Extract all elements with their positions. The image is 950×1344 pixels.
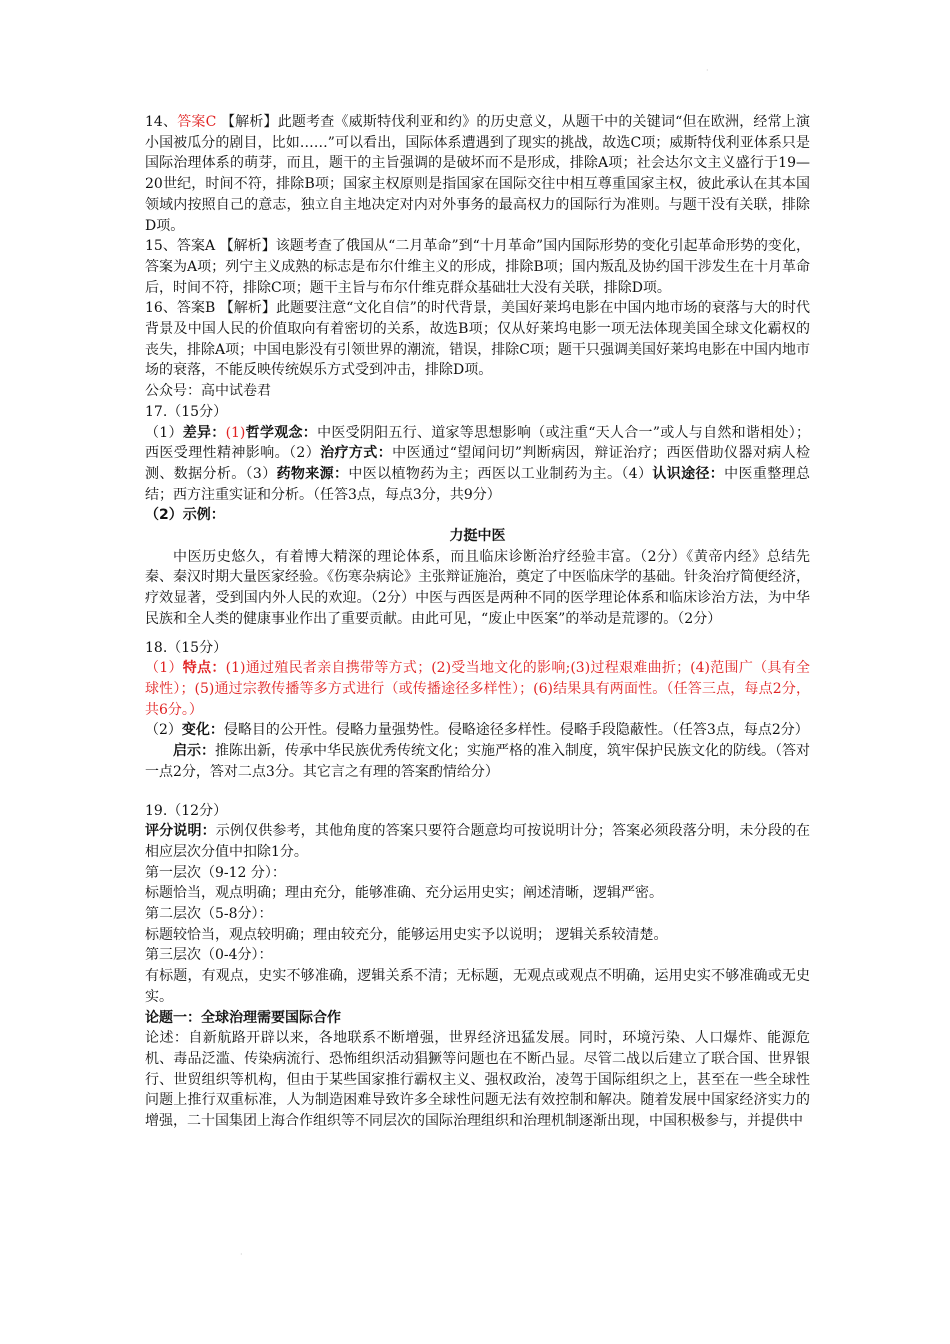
q18-part1-number: （1） (145, 660, 183, 677)
q19-level2: 第二层次（5-8分）： (145, 906, 273, 923)
q17-philosophy-label: 哲学观念： (245, 424, 318, 441)
q17-point1-number: (1) (225, 424, 246, 441)
q19-topic: 论题一：全球治理需要国际合作 (145, 1009, 341, 1026)
q19-level3: 第三层次（0-4分）： (145, 947, 273, 964)
q17-cognition-text: 中医重整理总结；西方注重实证和分析。（任答3点，每点3分，共9分） (145, 465, 810, 503)
q18-inspiration-text: 推陈出新，传承中华民族优秀传统文化；实施严格的准入制度，筑牢保护民族文化的防线。（答对一点2分，答对二点3分。其它言之有理的答案酌情给分） (145, 743, 810, 780)
q18-part2 (145, 720, 810, 741)
q14-explanation: 【解析】此题考查《威斯特伐利亚和约》的历史意义，从题干中的关键词“但在欧洲，经常上演小国被瓜分的剧目，比如……”可以看出，国际体系遭遇到了现实的挑战，故选C项；威斯特伐利亚体系只是国际治理体系的萌芽，而且，题干的主旨强调的是破坏而不是形成，排除A项；社会达尔文主义盛行于19—20世纪，时间不符，排除B项；国家主权原则是指国家在国际交往中相互尊重国家主权，彼此承认在其本国领域内按照自己的意志，独立自主地决定对内对外事务的最高权力的国际行为准则。与题干没有关联，排除D项。 (145, 114, 810, 234)
q19-header: 19.（12分） (145, 802, 228, 819)
q17-header: 17.（15分） (145, 403, 228, 420)
q18-change-label: 变化： (181, 722, 224, 739)
q17-cognition-label: 认识途径： (652, 465, 725, 482)
q19-note (145, 821, 810, 862)
q19-argument: 论述：自新航路开辟以来，各地联系不断增强，世界经济迅猛发展。同时，环境污染、人口爆炸、能源危机、毒品泛滥、传染病流行、恐怖组织活动猖獗等问题也在不断凸显。尽管二战以后建立了联合国、世界银行、世贸组织等机构，但由于某些国家推行霸权主义、强权政治，凌驾于国际组织之上，甚至在一些全球性问题上推行双重标准，人为制造困难导致许多全球性问题无法有效控制和解决。随着发展中国家经济实力的增强，二十国集团上海合作组织等不同层次的国际治理组织和治理机制逐渐出现，中国积极参与，并提供中 (145, 1030, 810, 1130)
q18-feature-label: 特点： (182, 660, 226, 677)
q14-paragraph (145, 112, 810, 236)
q17-part1 (145, 423, 810, 506)
q19-note-text: 示例仅供参考，其他角度的答案只要符合题意均可按说明计分；答案必须段落分明，未分段的在相应层次分值中扣除1分。 (145, 823, 811, 860)
essay-body: 中医历史悠久，有着博大精深的理论体系，而且临床诊断治疗经验丰富。（2分）《黄帝内经》总结先秦、秦汉时期大量医家经验。《伤寒杂病论》主张辩证施治，奠定了中医临床学的基础。针灸治疗简便经济，疗效显著，受到国内外人民的欢迎。（2分）中医与西医是两种不同的医学理论体系和临床诊治方法，为中华民族和全人类的健康事业作出了重要贡献。由此可见，“废止中医案”的举动是荒谬的。（2分） (145, 548, 810, 627)
page-mark-bottom: · (240, 1250, 243, 1259)
q14-number: 14、 (145, 114, 178, 130)
q18-part2-number: （2） (145, 722, 182, 739)
answer-document (145, 112, 810, 1132)
q17-drug-text: 中医以植物药为主；西医以工业制药为主。（4） (348, 465, 653, 482)
spacer (145, 783, 810, 801)
q17-drug-label: 药物来源： (276, 465, 349, 482)
q17-treatment-text: 中医通过“望闻问切”判断病因，辩证治疗；西医借助仪器对病人检测、数据分析。（3） (145, 445, 810, 482)
q19-level1: 第一层次（9-12 分）： (145, 864, 286, 881)
q17-treatment-label: 治疗方式： (320, 445, 393, 462)
q17-diff-label: 差异： (182, 424, 226, 441)
q19-level2-desc: 标题较恰当，观点较明确；理由较充分，能够运用史实予以说明； 逻辑关系较清楚。 (145, 926, 668, 943)
essay-title: 力挺中医 (449, 528, 506, 545)
page-mark-top: · (706, 66, 709, 75)
q19-note-label: 评分说明： (145, 823, 216, 840)
q18-part3 (145, 741, 810, 782)
q19-level1-desc: 标题恰当，观点明确；理由充分，能够准确、充分运用史实；阐述清晰，逻辑严密。 (145, 885, 663, 902)
q18-feature-text: (1)通过殖民者亲自携带等方式；(2)受当地文化的影响;(3)过程艰难曲折；(4)范围广（具有全球性）；(5)通过宗教传播等多方式进行（或传播途径多样性）；(6)结果具有两面性。（任答三点，每点2分，共6分。） (145, 660, 810, 718)
q17-philosophy-text: 中医受阴阳五行、道家等思想影响（或注重“天人合一”或人与自然和谐相处）；西医受理性精神影响。（2） (145, 424, 810, 462)
q19-level3-desc: 有标题，有观点，史实不够准确，逻辑关系不清；无标题，无观点或观点不明确，运用史实不够准确或无史实。 (145, 968, 810, 1005)
q17-part1-number: （1） (145, 424, 183, 441)
q18-inspiration-label: 启示： (173, 743, 215, 760)
q17-part2: （2）示例： (145, 507, 225, 524)
q18-part1 (145, 658, 810, 720)
q18-change-text: 侵略目的公开性。侵略力量强势性。侵略途径多样性。侵略手段隐蔽性。（任答3点，每点2分） (223, 722, 809, 739)
spacer (145, 630, 810, 638)
q18-header: 18.（15分） (145, 639, 228, 656)
q14-answer: 答案C (177, 114, 217, 130)
notice-line: 公众号：高中试卷君 (145, 383, 271, 400)
q16-paragraph: 16、答案B 【解析】此题要注意“文化自信”的时代背景，美国好莱坞电影在中国内地市场的衰落与大的时代背景及中国人民的价值取向有着密切的关系，故选B项；仅从好莱坞电影一项无法体现美国全球文化霸权的丧失，排除A项；中国电影没有引领世界的潮流，错误，排除C项；题干只强调美国好莱坞电影在中国内地市场的衰落，不能反映传统娱乐方式受到冲击，排除D项。 (145, 300, 810, 379)
q15-paragraph: 15、答案A 【解析】该题考查了俄国从“二月革命”到“十月革命”国内国际形势的变化引起革命形势的变化，答案为A项；列宁主义成熟的标志是布尔什维主义的形成，排除B项；国内叛乱及协约国干涉发生在十月革命后，时间不符，排除C项；题干主旨与布尔什维克群众基础壮大没有关联，排除D项。 (145, 238, 810, 296)
